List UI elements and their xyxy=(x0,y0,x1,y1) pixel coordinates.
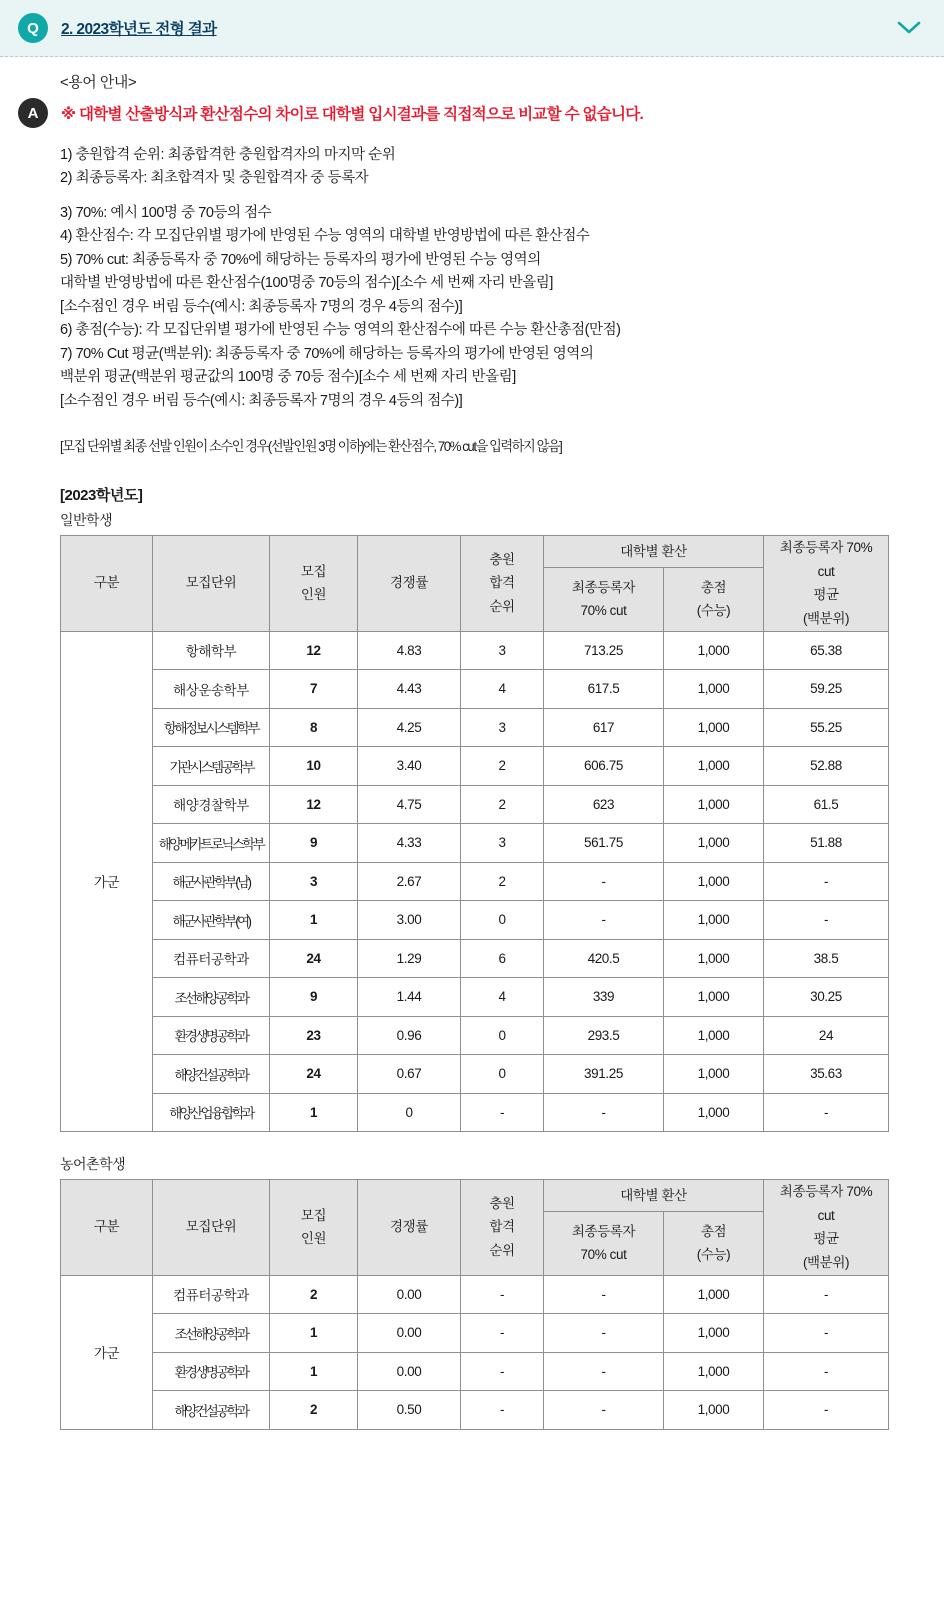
table-row xyxy=(61,978,889,1017)
cell-unit: 해군사관학부(여) xyxy=(153,901,270,940)
table-row xyxy=(61,824,889,863)
cell-percentile: - xyxy=(764,901,889,940)
table-header-row-1 xyxy=(61,536,889,568)
cell-percentile: - xyxy=(764,1352,889,1391)
cell-quota: 12 xyxy=(270,785,358,824)
cell-unit: 해양경찰학부 xyxy=(153,785,270,824)
cell-percentile: - xyxy=(764,1275,889,1314)
note-line: 대학별 반영방법에 따른 환산점수(100명중 70등의 점수)[소수 세 번째 자리 반올림] xyxy=(60,275,553,292)
note-spacer xyxy=(60,424,944,435)
cell-total: 1,000 xyxy=(664,1352,764,1391)
col-header-total-line2: (수능) xyxy=(696,1247,731,1263)
cell-total: 1,000 xyxy=(664,862,764,901)
cell-rank: 0 xyxy=(461,901,544,940)
answer-warning-row xyxy=(0,98,944,128)
cell-unit: 해상운송학부 xyxy=(153,670,270,709)
cell-cut: - xyxy=(544,1391,664,1430)
cell-cut: 391.25 xyxy=(544,1055,664,1094)
cell-cut: 420.5 xyxy=(544,939,664,978)
table-row xyxy=(61,1314,889,1353)
cell-total: 1,000 xyxy=(664,939,764,978)
table-row xyxy=(61,785,889,824)
table-head xyxy=(61,536,889,632)
terminology-heading: <용어 안내> xyxy=(60,74,137,91)
cell-cut: - xyxy=(544,1352,664,1391)
cell-rank: 2 xyxy=(461,747,544,786)
col-header-pct-line4: (백분위) xyxy=(802,610,850,626)
bottom-spacer xyxy=(0,1430,944,1460)
cell-rate: 3.40 xyxy=(358,747,461,786)
table-body-rural xyxy=(61,1275,889,1429)
col-header-pct-line1: 최종등록자 70% xyxy=(779,540,873,555)
table-row xyxy=(61,1275,889,1314)
col-header-pct-line4: (백분위) xyxy=(802,1254,850,1270)
table-row xyxy=(61,1055,889,1094)
table-wrapper-rural xyxy=(60,1179,888,1430)
cell-total: 1,000 xyxy=(664,1391,764,1430)
cell-total: 1,000 xyxy=(664,978,764,1017)
cell-quota: 24 xyxy=(270,1055,358,1094)
note-line: 5) 70% cut: 최종등록자 중 70%에 해당하는 등록자의 평가에 반영된 수능 영역의 xyxy=(60,251,541,268)
col-header-quota-line1: 모집 xyxy=(300,1207,327,1223)
cell-unit: 환경생명공학과 xyxy=(153,1352,270,1391)
table-header-row-1 xyxy=(61,1180,889,1212)
col-header-unit: 모집단위 xyxy=(153,536,270,632)
col-header-rank-line2: 합격 xyxy=(489,1219,515,1235)
cell-total: 1,000 xyxy=(664,1314,764,1353)
cell-cut: - xyxy=(544,1275,664,1314)
table-row xyxy=(61,708,889,747)
table-caption-general: 일반학생 xyxy=(60,512,113,528)
note-line: 2) 최종등록자: 최초합격자 및 충원합격자 중 등록자 xyxy=(60,170,369,187)
cell-percentile: 24 xyxy=(764,1016,889,1055)
results-table-general xyxy=(60,535,889,1132)
cell-rate: 4.75 xyxy=(358,785,461,824)
col-header-pct-line2: cut xyxy=(817,563,835,579)
cell-rate: 1.29 xyxy=(358,939,461,978)
cell-cut: - xyxy=(544,1093,664,1132)
cell-total: 1,000 xyxy=(664,901,764,940)
notes-section xyxy=(60,144,944,458)
cell-percentile: - xyxy=(764,1314,889,1353)
col-header-cut-line2: 70% cut xyxy=(580,1247,627,1263)
cell-percentile: - xyxy=(764,1391,889,1430)
question-header-bar[interactable] xyxy=(0,0,944,57)
warning-text: ※ 대학별 산출방식과 환산점수의 차이로 대학별 입시결과를 직접적으로 비교할 수 없습니다. xyxy=(61,106,644,123)
cell-rank: - xyxy=(461,1093,544,1132)
cell-unit: 환경생명공학과 xyxy=(153,1016,270,1055)
note-line: [소수점인 경우 버림 등수(예시: 최종등록자 7명의 경우 4등의 점수)] xyxy=(60,298,463,315)
col-header-quota xyxy=(270,1180,358,1276)
cell-quota: 12 xyxy=(270,631,358,670)
cell-rank: 2 xyxy=(461,862,544,901)
cell-group: 가군 xyxy=(61,1275,153,1429)
cell-percentile: 35.63 xyxy=(764,1055,889,1094)
note-line: 백분위 평균(백분위 평균값의 100명 중 70등 점수)[소수 세 번째 자리 반올림] xyxy=(60,369,516,386)
cell-percentile: 59.25 xyxy=(764,670,889,709)
cell-percentile: 51.88 xyxy=(764,824,889,863)
col-header-total xyxy=(664,568,764,631)
cell-rank: 0 xyxy=(461,1055,544,1094)
year-heading: [2023학년도] xyxy=(60,487,143,504)
cell-rank: - xyxy=(461,1352,544,1391)
col-header-quota-line1: 모집 xyxy=(300,563,327,579)
cell-group: 가군 xyxy=(61,631,153,1132)
bracket-note: [모집 단위별 최종 선발 인원이 소수인 경우(선발인원 3명 이하)에는 환산점수, 70% cut을 입력하지 않음] xyxy=(60,438,562,455)
table-row xyxy=(61,1391,889,1430)
col-header-cut-line2: 70% cut xyxy=(580,603,627,619)
table-row xyxy=(61,901,889,940)
cell-unit: 컴퓨터공학과 xyxy=(153,1275,270,1314)
cell-quota: 2 xyxy=(270,1275,358,1314)
answer-body xyxy=(0,57,944,1470)
note-line: 6) 총점(수능): 각 모집단위별 평가에 반영된 수능 영역의 환산점수에 따른 수능 환산총점(만점) xyxy=(60,322,621,339)
cell-quota: 2 xyxy=(270,1391,358,1430)
col-header-rank-line1: 충원 xyxy=(489,551,515,567)
cell-cut: - xyxy=(544,862,664,901)
table-caption-rural: 농어촌학생 xyxy=(60,1156,126,1172)
cell-unit: 해군사관학부(남) xyxy=(153,862,270,901)
note-line: 1) 충원합격 순위: 최종합격한 충원합격자의 마지막 순위 xyxy=(60,147,396,163)
cell-cut: 606.75 xyxy=(544,747,664,786)
col-header-total-line2: (수능) xyxy=(696,603,731,619)
cell-unit: 항해정보시스템학부 xyxy=(153,708,270,747)
cell-rate: 0.00 xyxy=(358,1275,461,1314)
cell-percentile: 61.5 xyxy=(764,785,889,824)
cell-rank: 3 xyxy=(461,631,544,670)
cell-total: 1,000 xyxy=(664,824,764,863)
cell-rank: 6 xyxy=(461,939,544,978)
col-header-group: 구분 xyxy=(61,536,153,632)
cell-rate: 0.00 xyxy=(358,1352,461,1391)
table-row xyxy=(61,631,889,670)
col-header-quota xyxy=(270,536,358,632)
note-spacer xyxy=(60,413,944,424)
note-line: [소수점인 경우 버림 등수(예시: 최종등록자 7명의 경우 4등의 점수)] xyxy=(60,392,463,409)
table-row xyxy=(61,747,889,786)
col-header-rank xyxy=(461,536,544,632)
col-header-cut xyxy=(544,1212,664,1275)
cell-percentile: - xyxy=(764,862,889,901)
col-header-group: 구분 xyxy=(61,1180,153,1276)
col-header-pct-line3: 평균 xyxy=(813,587,839,603)
cell-rank: 2 xyxy=(461,785,544,824)
cell-total: 1,000 xyxy=(664,670,764,709)
cell-cut: - xyxy=(544,1314,664,1353)
table-row xyxy=(61,939,889,978)
cell-rate: 0.50 xyxy=(358,1391,461,1430)
cell-quota: 3 xyxy=(270,862,358,901)
cell-cut: 339 xyxy=(544,978,664,1017)
cell-rate: 0.67 xyxy=(358,1055,461,1094)
cell-unit: 항해학부 xyxy=(153,631,270,670)
table-row xyxy=(61,1352,889,1391)
col-header-percentile xyxy=(764,1180,889,1276)
cell-unit: 기관시스템공학부 xyxy=(153,747,270,786)
cell-total: 1,000 xyxy=(664,785,764,824)
cell-unit: 해양건설공학과 xyxy=(153,1391,270,1430)
answer-badge: A xyxy=(18,98,48,128)
cell-percentile: - xyxy=(764,1093,889,1132)
cell-cut: - xyxy=(544,901,664,940)
cell-quota: 24 xyxy=(270,939,358,978)
cell-percentile: 30.25 xyxy=(764,978,889,1017)
col-header-unit: 모집단위 xyxy=(153,1180,270,1276)
col-header-rank-line2: 합격 xyxy=(489,575,515,591)
cell-cut: 713.25 xyxy=(544,631,664,670)
note-line: 3) 70%: 예시 100명 중 70등의 점수 xyxy=(60,204,272,221)
chevron-down-icon[interactable] xyxy=(896,20,922,36)
results-table-rural xyxy=(60,1179,889,1430)
col-header-rate: 경쟁률 xyxy=(358,1180,461,1276)
table-body-general xyxy=(61,631,889,1132)
cell-cut: 623 xyxy=(544,785,664,824)
cell-rate: 3.00 xyxy=(358,901,461,940)
table-row xyxy=(61,1093,889,1132)
cell-percentile: 38.5 xyxy=(764,939,889,978)
cell-rate: 0.00 xyxy=(358,1314,461,1353)
col-header-univ-conversion: 대학별 환산 xyxy=(544,536,764,568)
cell-total: 1,000 xyxy=(664,708,764,747)
cell-rank: - xyxy=(461,1391,544,1430)
table-row xyxy=(61,862,889,901)
col-header-rank-line3: 순위 xyxy=(489,599,515,615)
table-row xyxy=(61,670,889,709)
cell-quota: 1 xyxy=(270,1314,358,1353)
col-header-pct-line3: 평균 xyxy=(813,1231,839,1247)
cell-total: 1,000 xyxy=(664,1016,764,1055)
cell-unit: 해양메카트로닉스학부 xyxy=(153,824,270,863)
cell-rate: 0.96 xyxy=(358,1016,461,1055)
col-header-quota-line2: 인원 xyxy=(300,587,327,603)
cell-rank: 4 xyxy=(461,670,544,709)
cell-quota: 1 xyxy=(270,1093,358,1132)
cell-quota: 1 xyxy=(270,901,358,940)
cell-quota: 9 xyxy=(270,824,358,863)
cell-rank: 0 xyxy=(461,1016,544,1055)
col-header-rank xyxy=(461,1180,544,1276)
cell-cut: 617 xyxy=(544,708,664,747)
cell-unit: 컴퓨터공학과 xyxy=(153,939,270,978)
note-spacer xyxy=(60,191,944,202)
col-header-rank-line1: 충원 xyxy=(489,1195,515,1211)
cell-rate: 0 xyxy=(358,1093,461,1132)
col-header-cut xyxy=(544,568,664,631)
table-row xyxy=(61,1016,889,1055)
cell-cut: 561.75 xyxy=(544,824,664,863)
cell-quota: 23 xyxy=(270,1016,358,1055)
cell-total: 1,000 xyxy=(664,1275,764,1314)
cell-cut: 293.5 xyxy=(544,1016,664,1055)
cell-cut: 617.5 xyxy=(544,670,664,709)
cell-rate: 4.33 xyxy=(358,824,461,863)
cell-rate: 4.43 xyxy=(358,670,461,709)
col-header-rank-line3: 순위 xyxy=(489,1243,515,1259)
cell-rank: 3 xyxy=(461,824,544,863)
note-line: 4) 환산점수: 각 모집단위별 평가에 반영된 수능 영역의 대학별 반영방법에 따른 환산점수 xyxy=(60,228,590,245)
cell-quota: 10 xyxy=(270,747,358,786)
cell-unit: 조선해양공학과 xyxy=(153,978,270,1017)
col-header-quota-line2: 인원 xyxy=(300,1231,327,1247)
cell-unit: 해양산업융합학과 xyxy=(153,1093,270,1132)
cell-quota: 7 xyxy=(270,670,358,709)
cell-rank: 3 xyxy=(461,708,544,747)
col-header-cut-line1: 최종등록자 xyxy=(571,1223,636,1239)
cell-quota: 9 xyxy=(270,978,358,1017)
cell-percentile: 52.88 xyxy=(764,747,889,786)
cell-quota: 1 xyxy=(270,1352,358,1391)
question-badge: Q xyxy=(18,13,48,43)
col-header-total xyxy=(664,1212,764,1275)
table-head xyxy=(61,1180,889,1276)
cell-rate: 1.44 xyxy=(358,978,461,1017)
col-header-percentile xyxy=(764,536,889,632)
col-header-pct-line1: 최종등록자 70% xyxy=(779,1184,873,1199)
cell-unit: 해양건설공학과 xyxy=(153,1055,270,1094)
col-header-total-line1: 총점 xyxy=(700,579,727,595)
cell-quota: 8 xyxy=(270,708,358,747)
cell-total: 1,000 xyxy=(664,631,764,670)
cell-rate: 4.83 xyxy=(358,631,461,670)
cell-rank: 4 xyxy=(461,978,544,1017)
col-header-pct-line2: cut xyxy=(817,1207,835,1223)
cell-rank: - xyxy=(461,1314,544,1353)
cell-total: 1,000 xyxy=(664,1055,764,1094)
cell-rate: 4.25 xyxy=(358,708,461,747)
question-title-link[interactable]: 2. 2023학년도 전형 결과 xyxy=(61,21,217,38)
cell-rate: 2.67 xyxy=(358,862,461,901)
cell-percentile: 55.25 xyxy=(764,708,889,747)
col-header-rate: 경쟁률 xyxy=(358,536,461,632)
col-header-total-line1: 총점 xyxy=(700,1223,727,1239)
cell-total: 1,000 xyxy=(664,1093,764,1132)
cell-total: 1,000 xyxy=(664,747,764,786)
cell-unit: 조선해양공학과 xyxy=(153,1314,270,1353)
note-line: 7) 70% Cut 평균(백분위): 최종등록자 중 70%에 해당하는 등록자의 평가에 반영된 영역의 xyxy=(60,345,594,362)
col-header-cut-line1: 최종등록자 xyxy=(571,579,636,595)
col-header-univ-conversion: 대학별 환산 xyxy=(544,1180,764,1212)
table-wrapper-general xyxy=(60,535,888,1132)
cell-rank: - xyxy=(461,1275,544,1314)
cell-percentile: 65.38 xyxy=(764,631,889,670)
